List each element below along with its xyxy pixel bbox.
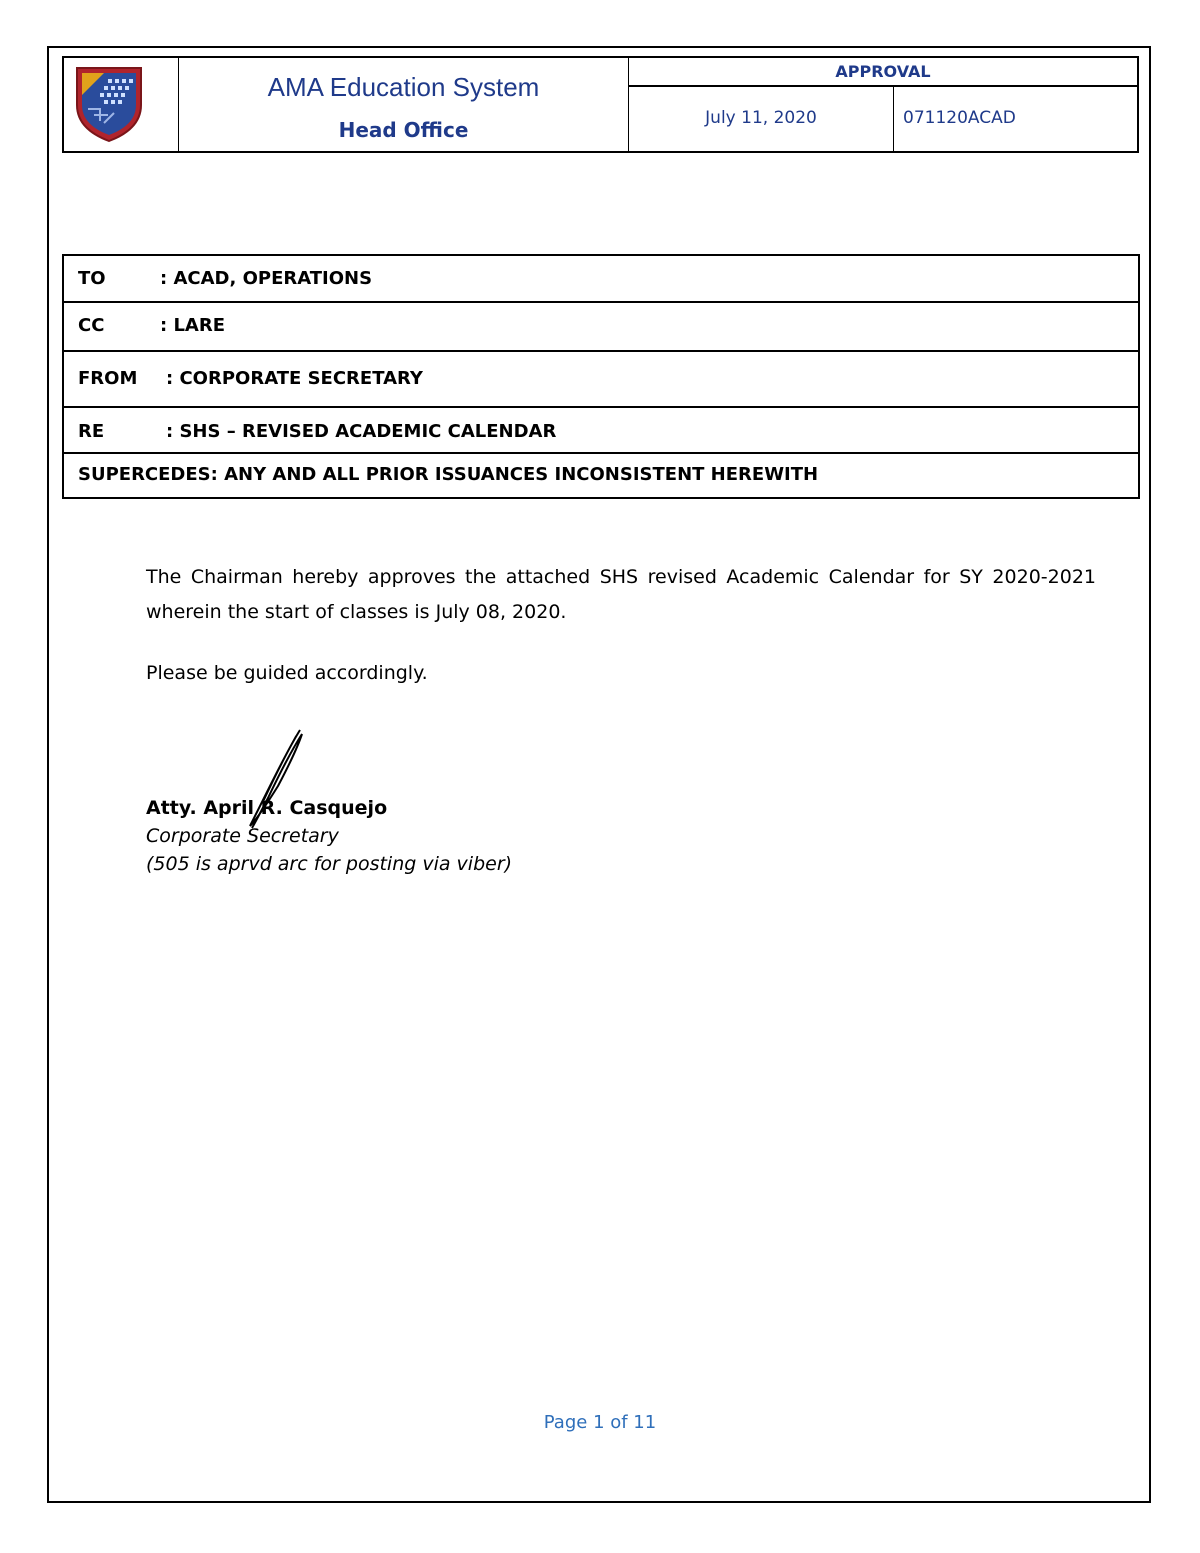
closing-line: Please be guided accordingly. — [146, 662, 428, 684]
signatory-title: Corporate Secretary — [146, 825, 339, 847]
signature-image — [230, 726, 310, 836]
memo-row-from — [64, 352, 1138, 408]
logo-cell — [64, 58, 179, 151]
signatory-note: (505 is aprvd arc for posting via viber) — [146, 853, 513, 875]
signatory-name: Atty. April R. Casquejo — [146, 797, 388, 819]
memo-row-re — [64, 408, 1138, 454]
memo-body — [146, 560, 1096, 630]
memo-row-to — [64, 256, 1138, 303]
cc-label: CC — [78, 315, 105, 336]
re-value: : SHS – REVISED ACADEMIC CALENDAR — [166, 421, 557, 442]
supercedes-text: SUPERCEDES: ANY AND ALL PRIOR ISSUANCES INCONSISTENT HEREWITH — [78, 464, 819, 485]
re-label: RE — [78, 421, 105, 442]
memo-row-cc — [64, 303, 1138, 352]
approval-code: 071120ACAD — [903, 108, 1016, 128]
org-name: AMA Education System — [267, 72, 540, 102]
to-label: TO — [78, 268, 106, 289]
org-subtitle: Head Office — [338, 118, 469, 142]
page-number: Page 1 of 11 — [543, 1412, 657, 1433]
from-label: FROM — [78, 368, 138, 389]
from-value: : CORPORATE SECRETARY — [166, 368, 423, 389]
approval-cell — [629, 58, 1137, 151]
memo-table — [62, 254, 1140, 499]
approval-date: July 11, 2020 — [629, 85, 894, 151]
body-paragraph: The Chairman hereby approves the attached SHS revised Academic Calendar for SY 2020-2021 wherein the start of classes is July 08, 2020. — [146, 566, 1096, 623]
to-value: : ACAD, OPERATIONS — [160, 268, 373, 289]
header-table — [62, 56, 1139, 153]
approval-title: APPROVAL — [629, 58, 1137, 87]
ama-logo-icon — [74, 65, 144, 143]
cc-value: : LARE — [160, 315, 226, 336]
org-cell — [179, 58, 629, 151]
memo-row-supercedes — [64, 454, 1138, 499]
